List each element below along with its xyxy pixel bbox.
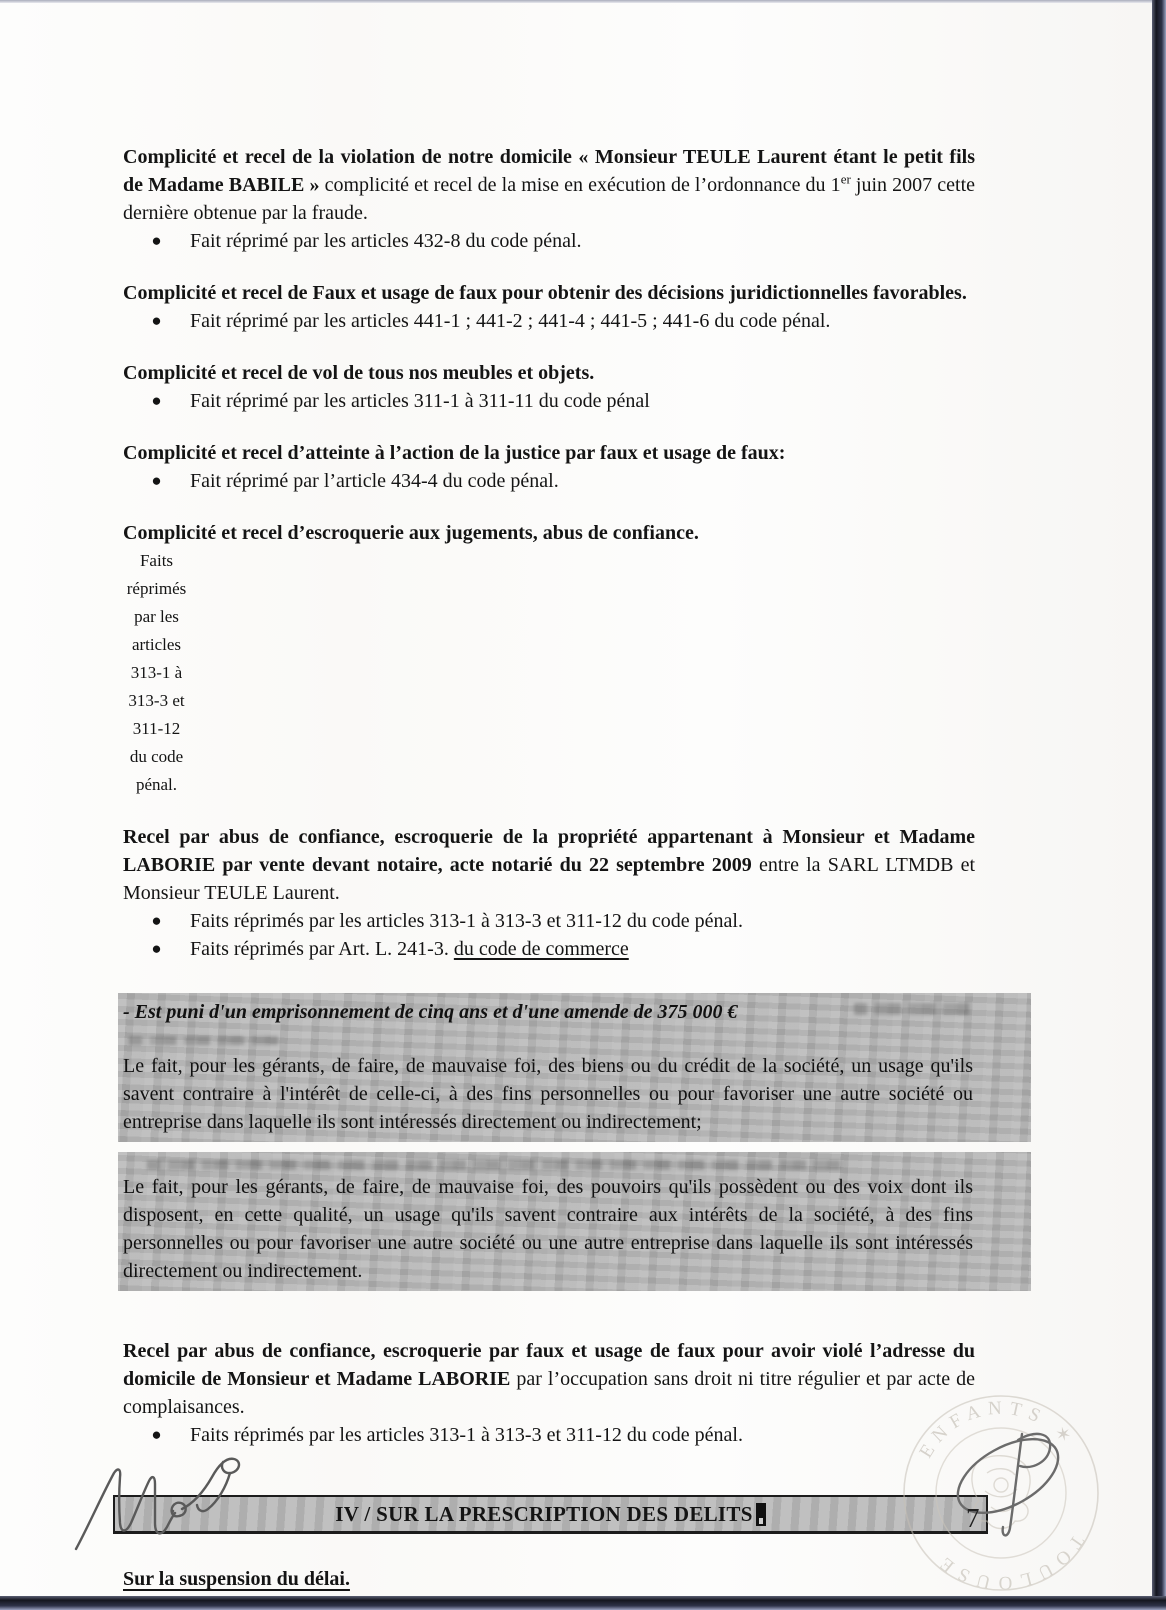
stamp-top-text: ENFANTS ✶ [915, 1397, 1081, 1462]
scan-smudge [854, 1003, 969, 1015]
page-number: 7 [966, 1503, 980, 1533]
heading-bold-text: Complicité et recel de vol de tous nos meubles et objets. [123, 362, 595, 384]
section-iv-title: IV / SUR LA PRESCRIPTION DES DELITS [335, 1502, 753, 1526]
bullet-text-plain: Faits réprimés par Art. L. 241-3. [190, 938, 454, 960]
bullet-icon: ● [151, 391, 162, 410]
bullet-text: Fait réprimé par les articles 311-1 à 311-11 du code pénal [190, 390, 650, 412]
scan-gap [123, 1026, 973, 1052]
signature-initials [70, 1443, 280, 1568]
ordinal-superscript: er [840, 171, 851, 187]
scan-shadow-bottom [0, 1596, 1166, 1610]
section-heading [123, 143, 975, 227]
heading-bold-text: Complicité et recel de la violation de notre domicile « Monsieur TEULE Laurent étant le petit fils de Madame BABILE » [123, 146, 975, 196]
bullet-icon: ● [151, 471, 162, 490]
bullet-text [190, 935, 629, 963]
bullet-text: Faits réprimés par les articles 313-1 à 313-3 et 311-12 du code pénal. [190, 910, 743, 932]
text-cursor-artifact [756, 1503, 766, 1526]
heading-regular-text: juin 2007 cette dernière obtenue par la fraude. [123, 174, 976, 224]
stamp-bottom-text: TOULOUSE [930, 1530, 1089, 1594]
document-page [0, 3, 1152, 1596]
cursor-notch [759, 1518, 763, 1524]
heading-bold-text: Complicité et recel de Faux et usage de faux pour obtenir des décisions juridictionnelles favorables. [123, 282, 967, 304]
bullet-item [123, 387, 975, 415]
heading-regular-text: par l’occupation sans droit ni titre régulier et par acte de complaisances. [123, 1368, 975, 1418]
section-heading [123, 1337, 975, 1421]
bullet-icon: ● [151, 1425, 162, 1444]
bullet-item [123, 907, 975, 935]
signature-flourish [930, 1388, 1150, 1588]
bullet-item [123, 307, 975, 335]
heading-bold-text: Recel par abus de confiance, escroquerie par faux et usage de faux pour avoir violé l’adresse du domicile de Monsieur et Madame LABORIE [123, 1340, 975, 1390]
scan-gap [123, 1157, 973, 1173]
scan-shadow-right [1152, 0, 1166, 1610]
bullet-item [123, 467, 975, 495]
heading-bold-text: Complicité et recel d’atteinte à l’action de la justice par faux et usage de faux: [123, 442, 786, 464]
bullet-text: Fait réprimé par les articles 441-1 ; 441-2 ; 441-4 ; 441-5 ; 441-6 du code pénal. [190, 310, 831, 332]
section-heading [123, 359, 975, 387]
bullet-item [123, 547, 975, 799]
bullet-item [123, 227, 975, 255]
bullet-item [123, 935, 975, 963]
bullet-text: Faits réprimés par les articles 313-1 à 313-3 et 311-12 du code pénal. [190, 1424, 743, 1446]
highlighted-legal-excerpt [118, 1152, 1031, 1291]
bullet-icon: Faits réprimés par les articles 313-1 à 313-3 et 311-12 du code pénal. [126, 551, 187, 794]
bullet-text: Fait réprimé par l’article 434-4 du code pénal. [190, 470, 559, 492]
scan-smudge [147, 1160, 847, 1170]
heading-bold-text: Recel par abus de confiance, escroquerie de la propriété appartenant à Monsieur et Madame LABORIE par vente devant notaire, acte notarié du 22 septembre 2009 [123, 826, 975, 876]
section-heading [123, 279, 975, 307]
section-heading [123, 439, 975, 467]
legal-excerpt-paragraph: Le fait, pour les gérants, de faire, de mauvaise foi, des pouvoirs qu'ils possèdent ou des voix dont ils disposent, en cette qualité, un usage qu'ils savent contraire aux intérêts de la société, à des fins personnelles ou pour favoriser une autre société ou une autre entreprise dans laquelle ils sont intéressés directement ou indirectement. [123, 1176, 973, 1282]
scan-smudge [129, 1036, 279, 1045]
heading-regular-text: entre la SARL LTMDB et Monsieur TEULE Laurent. [123, 854, 976, 904]
section-heading [123, 823, 975, 907]
scan-edge-top [0, 0, 1166, 3]
heading-regular-text: complicité et recel de la mise en exécution de l’ordonnance du 1 [319, 174, 841, 196]
bullet-icon: ● [151, 911, 162, 930]
sub-heading: Sur la suspension du délai. [123, 1568, 350, 1590]
heading-bold-text: Complicité et recel d’escroquerie aux jugements, abus de confiance. [123, 522, 699, 544]
bullet-text: Fait réprimé par les articles 432-8 du code pénal. [190, 230, 582, 252]
highlighted-legal-excerpt [118, 993, 1031, 1142]
legal-excerpt-paragraph: Le fait, pour les gérants, de faire, de mauvaise foi, des biens ou du crédit de la société, un usage qu'ils savent contraire à l'intérêt de celle-ci, à des fins personnelles ou pour favoriser une autre société ou entreprise dans laquelle ils sont intéressés directement ou indirectement; [123, 1055, 973, 1133]
bullet-icon: ● [151, 311, 162, 330]
document-content [123, 143, 975, 1593]
section-heading [123, 519, 975, 547]
bullet-icon: ● [151, 939, 162, 958]
code-de-commerce-reference: du code de commerce [453, 938, 629, 960]
penalty-statement: - Est puni d'un emprisonnement de cinq ans et d'une amende de 375 000 € [123, 1001, 738, 1023]
bullet-icon: ● [151, 231, 162, 250]
